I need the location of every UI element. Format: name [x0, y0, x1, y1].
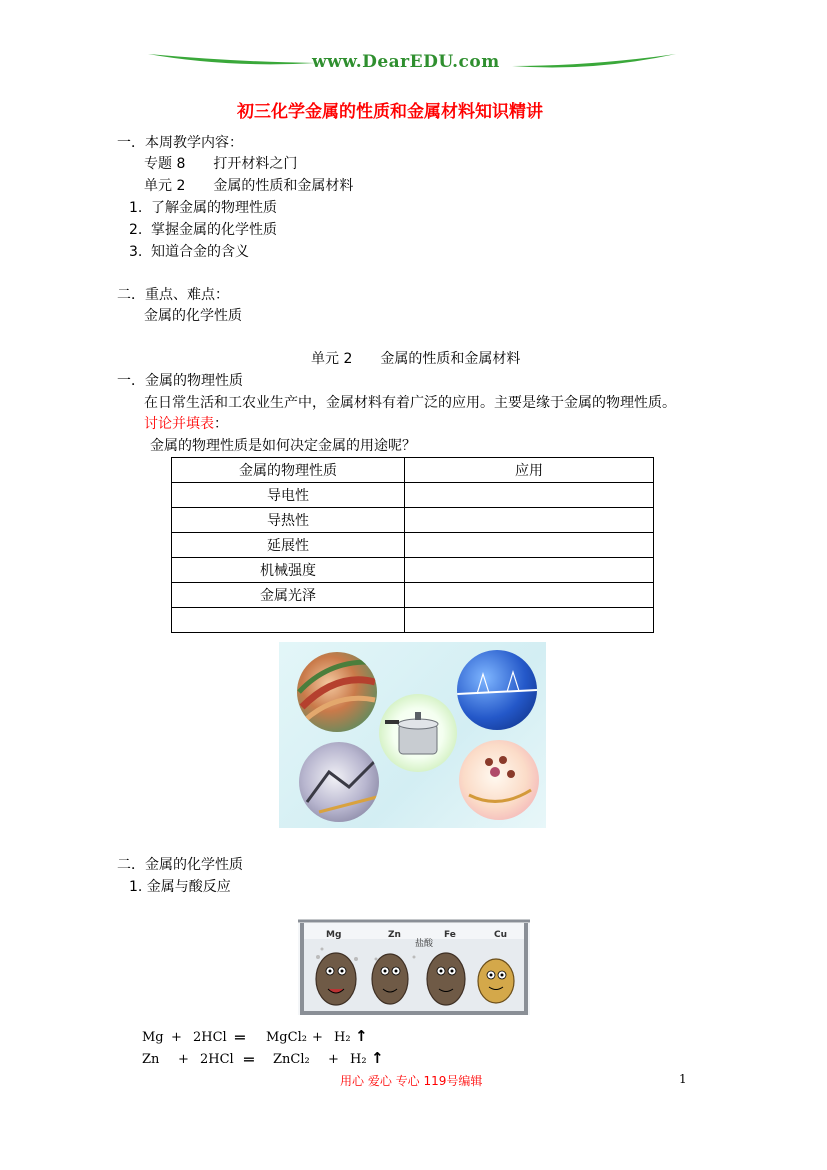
table-row [172, 583, 654, 608]
section1-unit: 单元 2 金属的性质和金属材料 [144, 178, 354, 194]
page-number: 1 [679, 1072, 687, 1086]
equation-acid: 2HCl [200, 1052, 234, 1067]
equation-salt: MgCl₂ [266, 1030, 307, 1045]
pressure-cooker-photo [379, 694, 457, 772]
list-item-text: 掌握金属的化学性质 [151, 222, 277, 238]
equation-zn [142, 1049, 402, 1070]
list-item-number: 3. [129, 244, 143, 260]
equation-metal: Mg [142, 1030, 164, 1045]
beaker-illustration [296, 909, 532, 1017]
table-cell: 导电性 [172, 483, 405, 508]
table-cell[interactable] [405, 483, 654, 508]
header-swoosh-right [512, 50, 677, 74]
bridge-photo [457, 650, 537, 730]
list-item-text: 了解金属的物理性质 [151, 200, 277, 216]
discuss-colon: ： [214, 416, 228, 432]
chemical-heading: 二．金属的化学性质 [117, 857, 243, 873]
list-item [129, 199, 277, 217]
table-cell[interactable] [405, 558, 654, 583]
table-cell[interactable] [405, 508, 654, 533]
table-header-cell: 应用 [405, 458, 654, 483]
discuss-label-text: 讨论并填表 [144, 416, 214, 432]
beaker-label-fe: Fe [444, 930, 456, 940]
equation-gas: H₂ [334, 1030, 351, 1045]
list-item [129, 243, 249, 261]
table-row [172, 508, 654, 533]
beaker-label-cu: Cu [494, 930, 508, 940]
gas-arrow-icon: ↑ [371, 1049, 384, 1067]
list-item-number: 2. [129, 222, 143, 238]
table-cell: 导热性 [172, 508, 405, 533]
page-title: 初三化学金属的性质和金属材料知识精讲 [237, 102, 543, 122]
header-swoosh-left [148, 48, 318, 72]
equation-salt: ZnCl₂ [273, 1052, 310, 1067]
metals-in-acid-image [296, 909, 532, 1017]
equation-acid: 2HCl [193, 1030, 227, 1045]
table-cell: 机械强度 [172, 558, 405, 583]
table-cell[interactable] [405, 533, 654, 558]
gas-arrow-icon: ↑ [355, 1027, 368, 1045]
table-cell: 金属光泽 [172, 583, 405, 608]
table-row [172, 533, 654, 558]
table-cell: 延展性 [172, 533, 405, 558]
equation-metal: Zn [142, 1052, 160, 1067]
section2-content: 金属的化学性质 [144, 308, 242, 324]
list-item-number: 1. [129, 200, 143, 216]
jewelry-photo [459, 740, 539, 820]
physical-heading: 一．金属的物理性质 [117, 373, 243, 389]
equation-equals: ═ [235, 1028, 245, 1047]
chemical-item1: 1. 金属与酸反应 [129, 879, 231, 895]
site-logo: www.DearEDU.com [312, 52, 500, 72]
footer-slogan: 用心 爱心 专心 119号编辑 [340, 1074, 483, 1088]
beaker-label-mg: Mg [326, 930, 342, 940]
physical-question: 金属的物理性质是如何决定金属的用途呢？ [150, 438, 416, 454]
equation-plus: + [178, 1052, 189, 1067]
table-row [172, 608, 654, 633]
equation-plus: + [171, 1030, 182, 1045]
metal-applications-image [279, 642, 546, 828]
equation-plus: + [312, 1030, 323, 1045]
section1-heading: 一．本周教学内容： [117, 135, 243, 151]
table-cell[interactable] [405, 608, 654, 633]
table-cell[interactable] [172, 608, 405, 633]
table-header-cell: 金属的物理性质 [172, 458, 405, 483]
table-cell[interactable] [405, 583, 654, 608]
physical-intro: 在日常生活和工农业生产中，金属材料有着广泛的应用。主要是缘于金属的物理性质。 [144, 395, 676, 411]
table-header-row [172, 458, 654, 483]
table-row [172, 558, 654, 583]
equation-equals: ═ [244, 1050, 254, 1069]
physical-properties-table [171, 457, 654, 633]
metal-bar-photo [299, 742, 379, 822]
equation-mg [142, 1027, 402, 1048]
equation-plus: + [328, 1052, 339, 1067]
beaker-label-zn: Zn [388, 930, 401, 940]
wires-photo [297, 652, 377, 732]
discuss-label [144, 415, 228, 433]
list-item [129, 221, 277, 239]
unit-title: 单元 2 金属的性质和金属材料 [311, 351, 521, 367]
list-item-text: 知道合金的含义 [151, 244, 249, 260]
section1-topic: 专题 8 打开材料之门 [144, 156, 298, 172]
section2-heading: 二．重点、难点： [117, 287, 229, 303]
beaker-label-acid: 盐酸 [415, 939, 434, 949]
table-row [172, 483, 654, 508]
equation-gas: H₂ [350, 1052, 367, 1067]
